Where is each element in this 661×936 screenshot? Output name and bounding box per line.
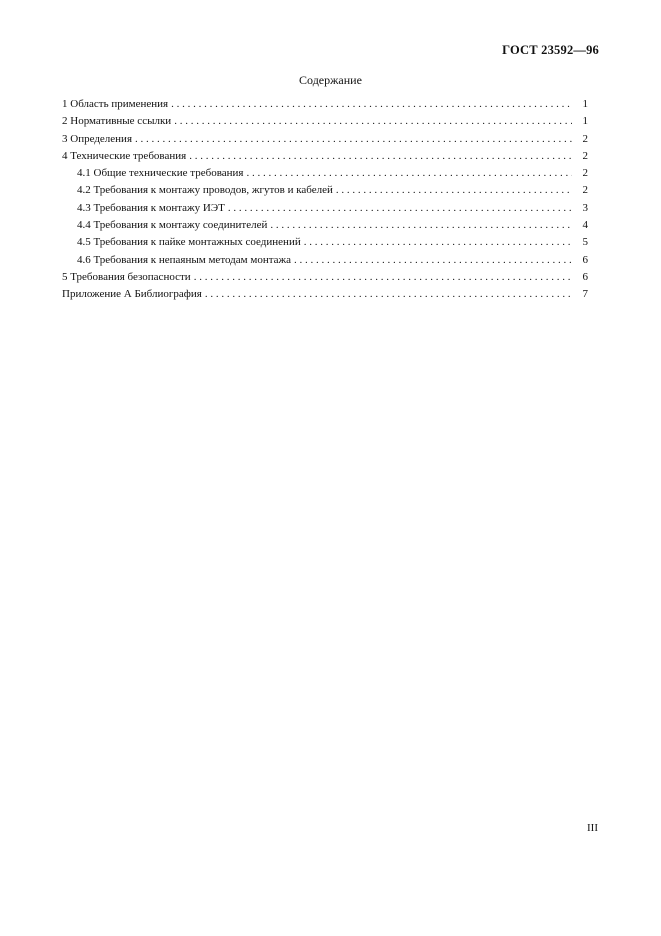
toc-entry-5[interactable] [62,269,588,286]
toc-entry-page: 7 [582,288,588,301]
toc-entry-label: 5 Требования безопасности [62,270,191,283]
toc-entry-page: 2 [582,184,588,197]
table-of-contents [62,96,588,304]
toc-entry-page: 6 [582,270,588,283]
toc-entry-4-2[interactable] [62,182,588,199]
toc-leader-dots [228,200,572,217]
toc-leader-dots [294,252,572,269]
toc-entry-4-4[interactable] [62,217,588,234]
toc-leader-dots [135,131,572,148]
toc-entry-4-1[interactable] [62,165,588,182]
toc-entry-3[interactable] [62,131,588,148]
toc-entry-page: 1 [582,98,588,110]
toc-entry-label: 4.4 Требования к монтажу соединителей [77,219,268,232]
toc-leader-dots [174,113,572,130]
toc-entry-4[interactable] [62,148,588,165]
toc-entry-2[interactable] [62,113,588,130]
toc-entry-label: 4 Технические требования [62,149,187,162]
toc-entry-page: 4 [582,219,588,232]
toc-leader-dots [246,165,572,182]
toc-entry-4-5[interactable] [62,234,588,251]
toc-entry-page: 2 [582,167,588,180]
toc-entry-4-6[interactable] [62,252,588,269]
toc-leader-dots [336,182,572,199]
toc-entry-label: 4.5 Требования к пайке монтажных соединений [77,236,301,249]
toc-entry-label: 4.1 Общие технические требования [77,167,244,180]
toc-entry-page: 2 [582,149,588,162]
toc-entry-page: 6 [582,253,588,266]
toc-entry-page: 1 [582,115,588,128]
toc-entry-1[interactable] [62,96,588,113]
toc-leader-dots [304,234,572,251]
toc-leader-dots [205,286,572,303]
standard-code: ГОСТ 23592—96 [502,43,599,57]
toc-entry-page: 2 [582,132,588,145]
toc-leader-dots [194,269,572,286]
toc-entry-page: 3 [582,201,588,214]
toc-leader-dots [189,148,572,165]
toc-entry-label: Приложение А Библиография [62,288,202,301]
toc-leader-dots [171,96,572,113]
page-number: III [587,822,598,834]
toc-entry-4-3[interactable] [62,200,588,217]
toc-entry-appendix-a[interactable] [62,286,588,303]
toc-entry-label: 3 Определения [62,132,133,145]
toc-entry-label: 1 Область применения [62,98,169,110]
toc-entry-label: 4.2 Требования к монтажу проводов, жгутов и кабелей [77,184,333,197]
toc-entry-label: 2 Нормативные ссылки [62,115,172,128]
toc-entry-label: 4.6 Требования к непаяным методам монтажа [77,253,292,266]
toc-entry-label: 4.3 Требования к монтажу ИЭТ [77,201,225,214]
toc-leader-dots [270,217,572,234]
toc-entry-page: 5 [582,236,588,249]
toc-title: Содержание [299,73,362,87]
